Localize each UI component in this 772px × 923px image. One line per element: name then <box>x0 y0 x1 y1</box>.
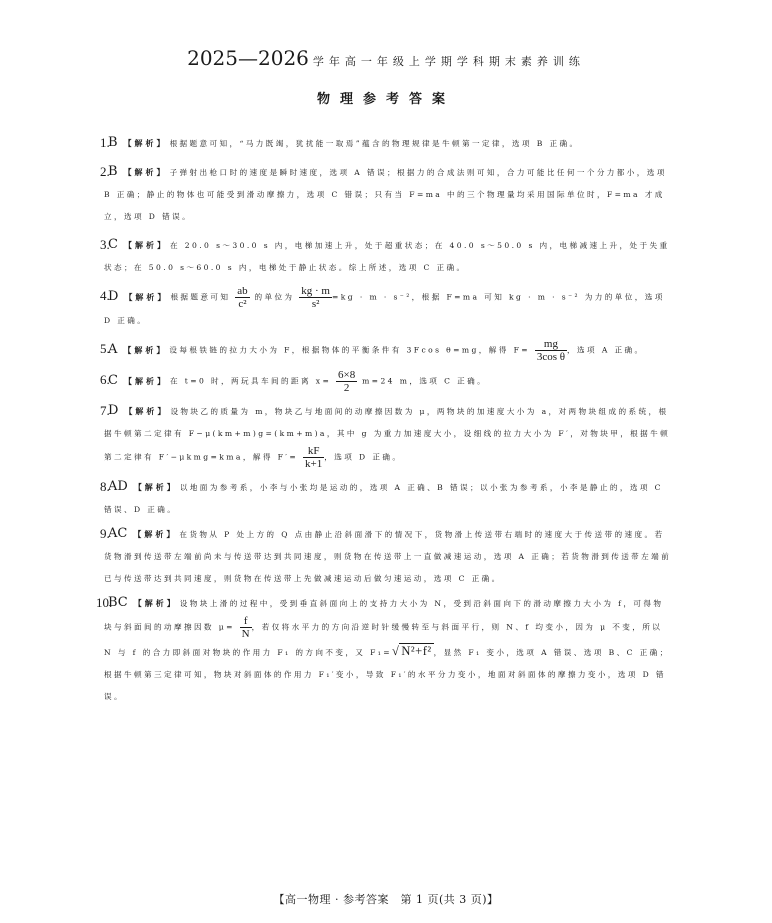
analysis-text: 在货物从 P 处上方的 Q 点由静止沿斜面滑下的情况下，货物滑上传送带右端时的速度大于传送带的速度。若货物滑到传送带左端前尚未与传送带达到共同速度，则货物在传送带上一直做减速运动，选项 A 正确；若货物滑到传送带左端前已与传送带达到共同速度，则货物在传送带上先做减速运动后做匀速运动，选项 C 正确。 <box>104 530 672 583</box>
question-answer: A <box>108 341 118 357</box>
title-text: 学年高一年级上学期学科期末素养训练 <box>312 55 585 68</box>
question-9 <box>100 523 672 590</box>
question-7 <box>100 400 672 470</box>
fraction-f-over-n <box>240 615 252 640</box>
analysis-text: ，选项 D 正确。 <box>324 452 403 462</box>
sqrt-radicand: N²+f² <box>401 644 432 658</box>
analysis-tag: 【解析】 <box>124 406 169 416</box>
analysis-tag: 【解析】 <box>123 344 168 355</box>
analysis-text: 子弹射出枪口时的速度是瞬时速度，选项 A 错误；根据力的合成法则可知，合力可能比任何一个分力都小，选项 B 正确；静止的物体也可能受到滑动摩擦力，选项 C 错误；只有当 F=ma 中的三个物理量均采用国际单位时，F=ma 才成立，选项 D 错误。 <box>104 168 667 221</box>
question-5 <box>100 338 672 363</box>
fraction-denominator: k+1 <box>305 458 323 470</box>
question-number: 1. <box>100 135 110 150</box>
question-1 <box>100 132 672 155</box>
title-year: 2025—2026 <box>187 46 309 70</box>
question-answer: B <box>108 135 118 150</box>
analysis-text: =kg · m · s⁻²，根据 F=ma 可知 kg · m · s⁻² 为力的单位，选项 D 正确。 <box>104 292 665 325</box>
analysis-text: 根据题意可知，“马力既竭，犹扰能一取焉”蕴含的物理规律是牛顿第一定律，选项 B 正确。 <box>169 139 580 148</box>
analysis-text: 设每根铁链的拉力大小为 F，根据物体的平衡条件有 3Fcos θ=mg，解得 F= <box>169 345 531 355</box>
fraction-denominator: 2 <box>343 382 350 394</box>
analysis-text: 设物块乙的质量为 m，物块乙与地面间的动摩擦因数为 μ，两物块的加速度大小为 a，对两物块组成的系统，根据牛顿第二定律有 F−μ(km+m)g=(km+m)a，其中 g 为重力加速度大小，设细线的拉力大小为 F′，对物块甲，根据牛顿第二定律有 F′−μkmg=kma，解得 F′= <box>104 407 671 462</box>
analysis-text: 以地面为参考系，小李与小张均是运动的，选项 A 正确、B 错误；以小张为参考系，小李是静止的，选项 C 错误、D 正确。 <box>104 483 663 514</box>
question-number: 10. <box>96 595 113 610</box>
analysis-tag: 【解析】 <box>133 482 178 492</box>
question-2 <box>100 161 672 228</box>
question-4 <box>100 285 672 332</box>
fraction-denominator: N <box>241 628 250 640</box>
question-number: 9. <box>100 526 110 541</box>
analysis-tag: 【解析】 <box>123 375 168 386</box>
question-3 <box>100 234 672 279</box>
analysis-text: m=24 m，选项 C 正确。 <box>357 376 488 386</box>
fraction-numerator: ab <box>237 285 248 297</box>
analysis-tag: 【解析】 <box>133 598 178 608</box>
answer-list <box>96 132 672 708</box>
page-footer: 【高一物理 · 参考答案 第 1 页(共 3 页)】 <box>273 893 499 906</box>
question-answer: C <box>108 372 118 388</box>
page-subtitle: 物理参考答案 <box>316 92 455 107</box>
analysis-text: 在 t=0 时，两玩具车间的距离 x= <box>169 376 332 386</box>
fraction-mg-over-3costheta <box>535 338 567 363</box>
question-answer: C <box>108 237 118 252</box>
fraction-numerator: kg · m <box>301 285 330 297</box>
question-number: 8. <box>100 479 110 494</box>
analysis-tag: 【解析】 <box>123 167 168 177</box>
question-answer: AC <box>108 526 128 541</box>
analysis-text: 根据题意可知 <box>170 292 231 302</box>
question-number: 4. <box>100 288 110 303</box>
question-number: 2. <box>100 164 110 179</box>
analysis-text: ，若仅将水平力的方向沿逆时针缓慢转至与斜面平行，则 N、f 均变小，因为 μ 不变，所以 N 与 f 的合力即斜面对物块的作用力 F₁ 的方向不变，又 F₁= <box>104 622 663 657</box>
question-number: 5. <box>100 341 110 356</box>
question-number: 7. <box>100 403 110 418</box>
question-10 <box>96 592 672 708</box>
fraction-denominator: 3cos θ <box>536 351 566 363</box>
analysis-text: ，选项 A 正确。 <box>567 345 645 355</box>
analysis-text: 设物块上滑的过程中，受到垂直斜面向上的支持力大小为 N，受到沿斜面向下的滑动摩擦力大小为 f，可得物块与斜面间的动摩擦因数 μ= <box>104 599 664 632</box>
fraction-kf-over-k1 <box>303 445 324 470</box>
question-answer: D <box>108 403 119 418</box>
question-number: 3. <box>100 237 110 252</box>
question-6 <box>100 369 672 394</box>
question-answer: D <box>108 288 119 304</box>
page-title <box>0 46 772 70</box>
analysis-text: 的单位为 <box>254 292 295 302</box>
fraction-denominator: c² <box>238 298 247 310</box>
analysis-tag: 【解析】 <box>124 291 169 302</box>
fraction-numerator: mg <box>535 338 567 351</box>
fraction-unit <box>299 285 332 310</box>
question-answer: BC <box>108 595 128 610</box>
analysis-tag: 【解析】 <box>123 240 168 250</box>
sqrt-symbol: √ <box>392 644 400 658</box>
fraction-ab-over-c2 <box>235 285 249 310</box>
analysis-tag: 【解析】 <box>123 138 168 148</box>
question-number: 6. <box>100 372 110 387</box>
analysis-text: ，显然 F₁ 变小，选项 A 错误、选项 B、C 正确；根据牛顿第三定律可知，物块对斜面体的作用力 F₁′变小，导致 F₁′的水平分力变小，地面对斜面体的摩擦力变小，选项 D 错误。 <box>104 648 670 701</box>
fraction-numerator: f <box>240 615 252 628</box>
fraction-denominator: s² <box>311 298 320 310</box>
question-answer: AD <box>108 479 128 494</box>
question-answer: B <box>108 164 118 179</box>
fraction-numerator: kF <box>303 445 324 458</box>
analysis-text: 在 20.0 s～30.0 s 内，电梯加速上升，处于超重状态；在 40.0 s～50.0 s 内，电梯减速上升，处于失重状态；在 50.0 s～60.0 s 内，电梯处于静止状态。综上所述，选项 C 正确。 <box>104 241 670 272</box>
fraction-numerator: 6×8 <box>338 369 356 381</box>
question-8 <box>100 476 672 521</box>
fraction-6x8-over-2 <box>336 369 357 394</box>
analysis-tag: 【解析】 <box>133 529 178 539</box>
